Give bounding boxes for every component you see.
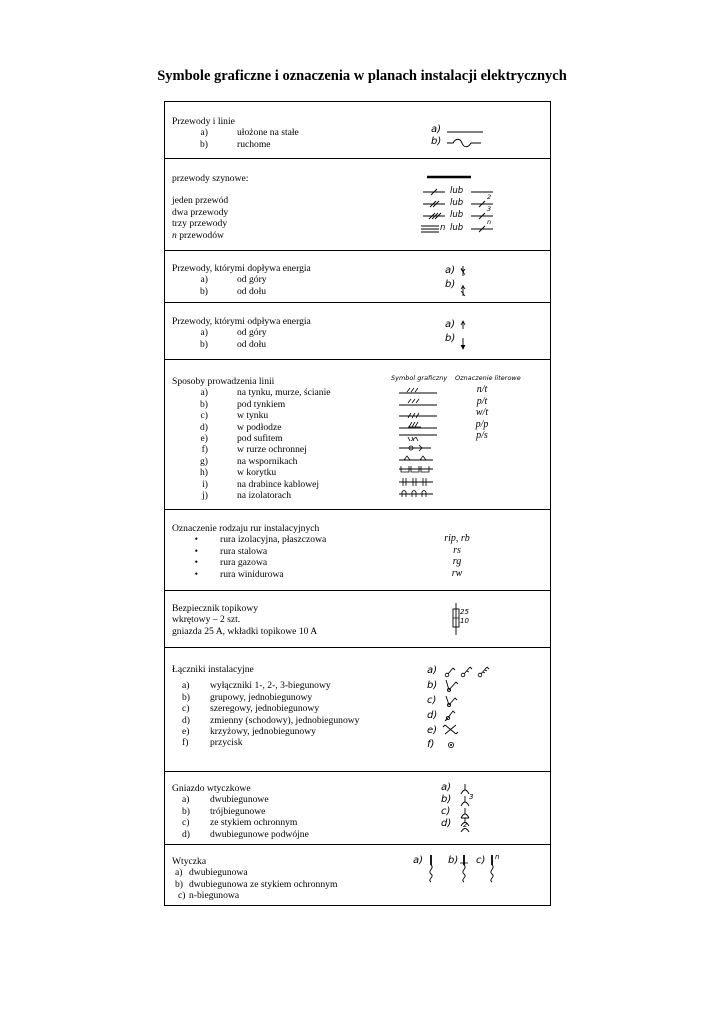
list-item: j) na izolatorach: [202, 490, 292, 502]
row-conduit-types: [165, 510, 550, 591]
conduit-codes: rip, rb rs rg rw: [444, 533, 470, 579]
list-item: c) ze stykiem ochronnym: [182, 817, 298, 829]
column-header-letter-code: Oznaczenie literowe: [455, 374, 521, 382]
list-item: • rura gazowa: [194, 557, 268, 569]
fuse-symbol: 25 10: [451, 603, 471, 642]
letter-code: p/t: [476, 395, 488, 407]
list-item: trzy przewody: [172, 218, 228, 230]
list-item: a) od góry: [200, 327, 267, 339]
list-item: f) przycisk: [182, 737, 243, 749]
routing-letter-codes: [465, 384, 499, 442]
row-heading: Gniazdo wtyczkowe: [172, 783, 251, 794]
list-item: f) w rurze ochronnej: [201, 444, 307, 456]
list-item: b) trójbiegunowe: [182, 805, 266, 817]
list-item: i) na drabince kablowej: [202, 478, 320, 490]
list-item: • rura winidurowa: [194, 568, 284, 580]
routing-symbols: [397, 386, 457, 507]
letter-code: p/s: [476, 430, 488, 442]
list-item: b) od dołu: [200, 285, 267, 297]
list-item: b) grupowy, jednobiegunowy: [182, 691, 313, 703]
list-item: dwa przewody: [172, 206, 229, 218]
row-socket: Gniazdo wtyczkowe a) dwubiegunowe b) trójbiegunowe c) ze stykiem ochronnym d) dwubiegunowe podwójne a) b) c) d) 3 2: [165, 772, 550, 845]
row-fuse: Bezpiecznik topikowy wkrętowy – 2 szt. gniazda 25 A, wkładki topikowe 10 A 25 10: [165, 591, 550, 648]
list-item: c) szeregowy, jednobiegunowy: [182, 703, 320, 715]
list-item: d) dwubiegunowe podwójne: [182, 828, 309, 840]
list-item: e) krzyżowy, jednobiegunowy: [182, 726, 316, 738]
row-heading: Przewody, którymi dopływa energia: [172, 263, 311, 274]
row-incoming-energy: Przewody, którymi dopływa energia a) od góry b) od dołu a) b): [165, 251, 550, 303]
row-heading: Sposoby prowadzenia linii: [172, 376, 275, 387]
row-outgoing-energy: Przewody, którymi odpływa energia a) od góry b) od dołu a) b): [165, 303, 550, 360]
list-item: n przewodów: [172, 229, 224, 241]
list-item: b) pod tynkiem: [200, 398, 286, 410]
row-busbar-wires: przewody szynowe: jeden przewód dwa przewody trzy przewody n przewodów lub lub lub lub n 2 3 n: [165, 159, 550, 251]
list-item: g) na wspornikach: [200, 455, 298, 467]
letter-code: p/p: [475, 418, 489, 430]
list-item: a) ułożone na stałe: [200, 127, 299, 139]
row-heading: Przewody i linie: [172, 116, 235, 127]
list-item: b) od dołu: [200, 338, 267, 350]
list-item: • rura stalowa: [194, 545, 268, 557]
list-item: b) dwubiegunowa ze stykiem ochronnym: [175, 878, 338, 890]
list-item: a) od góry: [200, 274, 267, 286]
row-wires-lines: Przewody i linie a) ułożone na stałe b) ruchome a) b): [165, 102, 550, 159]
row-plug: Wtyczka a) dwubiegunowa b) dwubiegunowa ze stykiem ochronnym c) n-biegunowa a) b) c) n: [172, 853, 500, 902]
list-item: e) pod sufitem: [200, 433, 283, 445]
list-item: a) wyłączniki 1-, 2-, 3-biegunowy: [182, 680, 331, 692]
list-item: d) w podłodze: [200, 421, 282, 433]
page-title: Symbole graficzne i oznaczenia w planach instalacji elektrycznych: [157, 68, 567, 84]
row-heading: Przewody, którymi odpływa energia: [172, 316, 311, 327]
row-heading: Wtyczka: [172, 856, 207, 867]
row-heading: Oznaczenie rodzaju rur instalacyjnych: [172, 523, 320, 534]
row-heading: Łączniki instalacyjne: [172, 664, 254, 675]
list-item: • rura izolacyjna, płaszczowa: [194, 534, 327, 546]
list-item: b) ruchome: [200, 138, 271, 150]
list-item: a) na tynku, murze, ścianie: [200, 387, 331, 399]
list-item: a) dwubiegunowa: [175, 867, 248, 879]
list-item: c) n-biegunowa: [178, 890, 240, 902]
list-item: jeden przewód: [172, 195, 229, 207]
list-item: d) zmienny (schodowy), jednobiegunowy: [182, 714, 360, 726]
row-line-routing: [165, 360, 550, 510]
row-switches: Łączniki instalacyjne a) wyłączniki 1-, 2-, 3-biegunowy b) grupowy, jednobiegunowy c) szeregowy, jednobiegunowy d) zmienny (schodowy), jednobiegunowy e) krzyżowy, jednobiegunowy f) przycisk a) b) c) d) e) f): [165, 648, 550, 772]
letter-code: w/t: [475, 407, 489, 419]
letter-code: n/t: [476, 384, 488, 395]
list-item: h) w korytku: [200, 467, 277, 479]
list-item: a) dwubiegunowe: [182, 794, 269, 806]
list-item: c) w tynku: [200, 410, 269, 422]
symbols-table: [164, 101, 551, 906]
row-heading: przewody szynowe:: [172, 173, 249, 184]
column-header-graphic: Symbol graficzny: [391, 374, 448, 382]
